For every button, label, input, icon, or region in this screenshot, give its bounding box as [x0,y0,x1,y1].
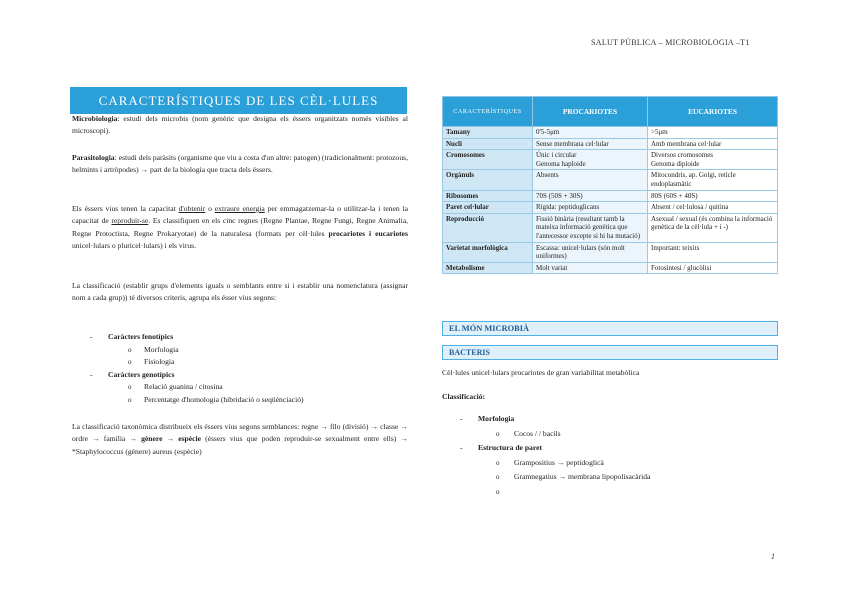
table-body [443,127,778,274]
paragraph-taxonomia [72,421,408,458]
cell-eucariotes: Asexual / sexual (és combina la informació genètica de la cèl·lula + i -) [648,213,778,242]
list-subitem-empty [442,485,778,500]
column-header: PROCARIOTES [533,97,648,127]
row-label: Reproducció [443,213,533,242]
row-label: Paret cel·lular [443,202,533,214]
row-label: Ribosomes [443,190,533,202]
table-row [443,190,778,202]
table-header-row [443,97,778,127]
cell-procariotes: 0'5-5μm [533,127,648,139]
page-number: 1 [771,552,775,561]
list-item-label: Caràcters fenotípics [108,332,174,341]
cell-eucariotes: >5μm [648,127,778,139]
text-run: . Es classifiquen en els cinc regnes (Regne Plantae, Regne Fungi, Regne Animalia, Regne Protoctista, Regne Prokaryotae) de la naturalesa (formats per cèl·lules [72,216,408,238]
cell-eucariotes: Fotosíntesi / glucòlisi [648,262,778,274]
section-bar-mon-microbia: EL MÓN MICROBIÀ [442,321,778,336]
section-bar-bacteris: BACTERIS [442,345,778,360]
paragraph-essers-vius [72,203,408,253]
cell-procariotes: Molt variat [533,262,648,274]
running-header: SALUT PÚBLICA – MICROBIOLOGIA –T1 [591,38,750,47]
table-row [443,170,778,190]
definition-text: : estudi dels microbis (nom genèric que designa els éssers organitzats només visibles al microscopi). [72,114,408,136]
table-row [443,150,778,170]
cell-procariotes: Escassa: unicel·lulars (són molt uniformes) [533,242,648,262]
column-header: EUCARIOTES [648,97,778,127]
cell-procariotes: Sense membrana cel·lular [533,138,648,150]
term-microbiologia: Microbiologia [72,114,118,123]
underlined-term: extraure energia [214,204,265,213]
criteria-list [72,331,402,407]
list-item [72,369,402,382]
paragraph-parasitologia [72,152,408,177]
row-label: Varietat morfològica [443,242,533,262]
row-label: Orgànuls [443,170,533,190]
cell-procariotes: Fissió binària (resultant tamb la mateixa informació genètica que l'antecessor excepte si hi ha mutació) [533,213,648,242]
list-subitem: o Gramnegatius → membrana lipopolisacàrida [442,470,778,485]
comparison-table [442,96,778,274]
classification-list [442,412,778,500]
table-row [443,127,778,139]
cell-eucariotes: Mitocondris, ap. Golgi, retícle endoplasmàtic [648,170,778,190]
table-row [443,213,778,242]
list-item: - Estructura de paret [442,441,778,456]
table-row [443,242,778,262]
text-run: (éssers vius que poden reproduir-se sexualment entre ells) → *Staphylococcus (gènere) aureus (espècie) [72,434,408,456]
underlined-term: d'obtenir [178,204,206,213]
paragraph-microbiologia [72,113,408,138]
table-row [443,202,778,214]
row-label: Cromosomes [443,150,533,170]
classification-heading: Classificació: [442,392,486,401]
text-run: unicel·lulars o pluricel·lulars) i els virus. [72,241,196,251]
term-parasitologia: Parasitologia [72,153,115,162]
cell-eucariotes: Important: teixits [648,242,778,262]
section-banner: CARACTERÍSTIQUES DE LES CÈL·LULES [70,87,407,114]
cell-eucariotes: Diversos cromosomes Genoma diploide [648,150,778,170]
list-item: - Morfologia [442,412,778,427]
underlined-term: reproduir-se [111,216,149,226]
cell-eucariotes: 80S (60S + 40S) [648,190,778,202]
text-run: per emmagatzemar-la o utilitzar-la i tenen la capacitat de [72,204,409,226]
row-label: Metabolisme [443,262,533,274]
text-run: La classificació taxonòmica distribueix els éssers vius segons semblances: regne → fílo (divisió) → classe → ordre → família → [72,422,408,444]
bacteris-intro: Cèl·lules unicel·lulars procariotes de gran variabilitat metabòlica [442,368,640,377]
bold-term: procariotes i eucariotes [328,228,408,238]
text-run: Els éssers vius tenen la capacitat [72,204,179,213]
column-header: CARACTERÍSTIQUES [443,97,533,127]
bold-term: gènere → espècie [141,434,201,444]
text-run: o [205,204,215,213]
list-subitem: o Percentatge d'homologia (hibridació o seqüènciació) [72,394,402,407]
cell-eucariotes: Absent / cel·lulosa / quitina [648,202,778,214]
list-subitem: o Grampositius → peptidoglicà [442,456,778,471]
definition-text: : estudi dels paràsits (organisme que viu a costa d'un altre: patogen) (tradicionalment: protozous, helmints i artròpodes) → part de la biologia que tracta dels éssers. [72,153,408,175]
list-item-label: Caràcters genotípics [108,369,175,379]
list-subitem: o Morfologia [72,344,402,357]
cell-eucariotes: Amb membrana cel·lular [648,138,778,150]
cell-procariotes: 70S (50S + 30S) [533,190,648,202]
cell-procariotes: Absents [533,170,648,190]
row-label: Nucli [443,138,533,150]
paragraph-classificacio: La classificació (establir grups d'elements iguals o semblants entre si i establir una nomenclatura (assignar nom a cada grup)) té diversos criteris, agrupa els ésser vius segons: [72,281,408,303]
table-row [443,138,778,150]
list-subitem: o Cocos / / bacils [442,427,778,442]
list-subitem: o Relació guanina / citosina [72,381,402,394]
row-label: Tamany [443,127,533,139]
table-row [443,262,778,274]
cell-procariotes: Rígida: peptidoglicans [533,202,648,214]
list-subitem: o Fisiologia [72,356,402,369]
list-item [72,331,402,344]
cell-procariotes: Únic i circular Genoma haploide [533,150,648,170]
